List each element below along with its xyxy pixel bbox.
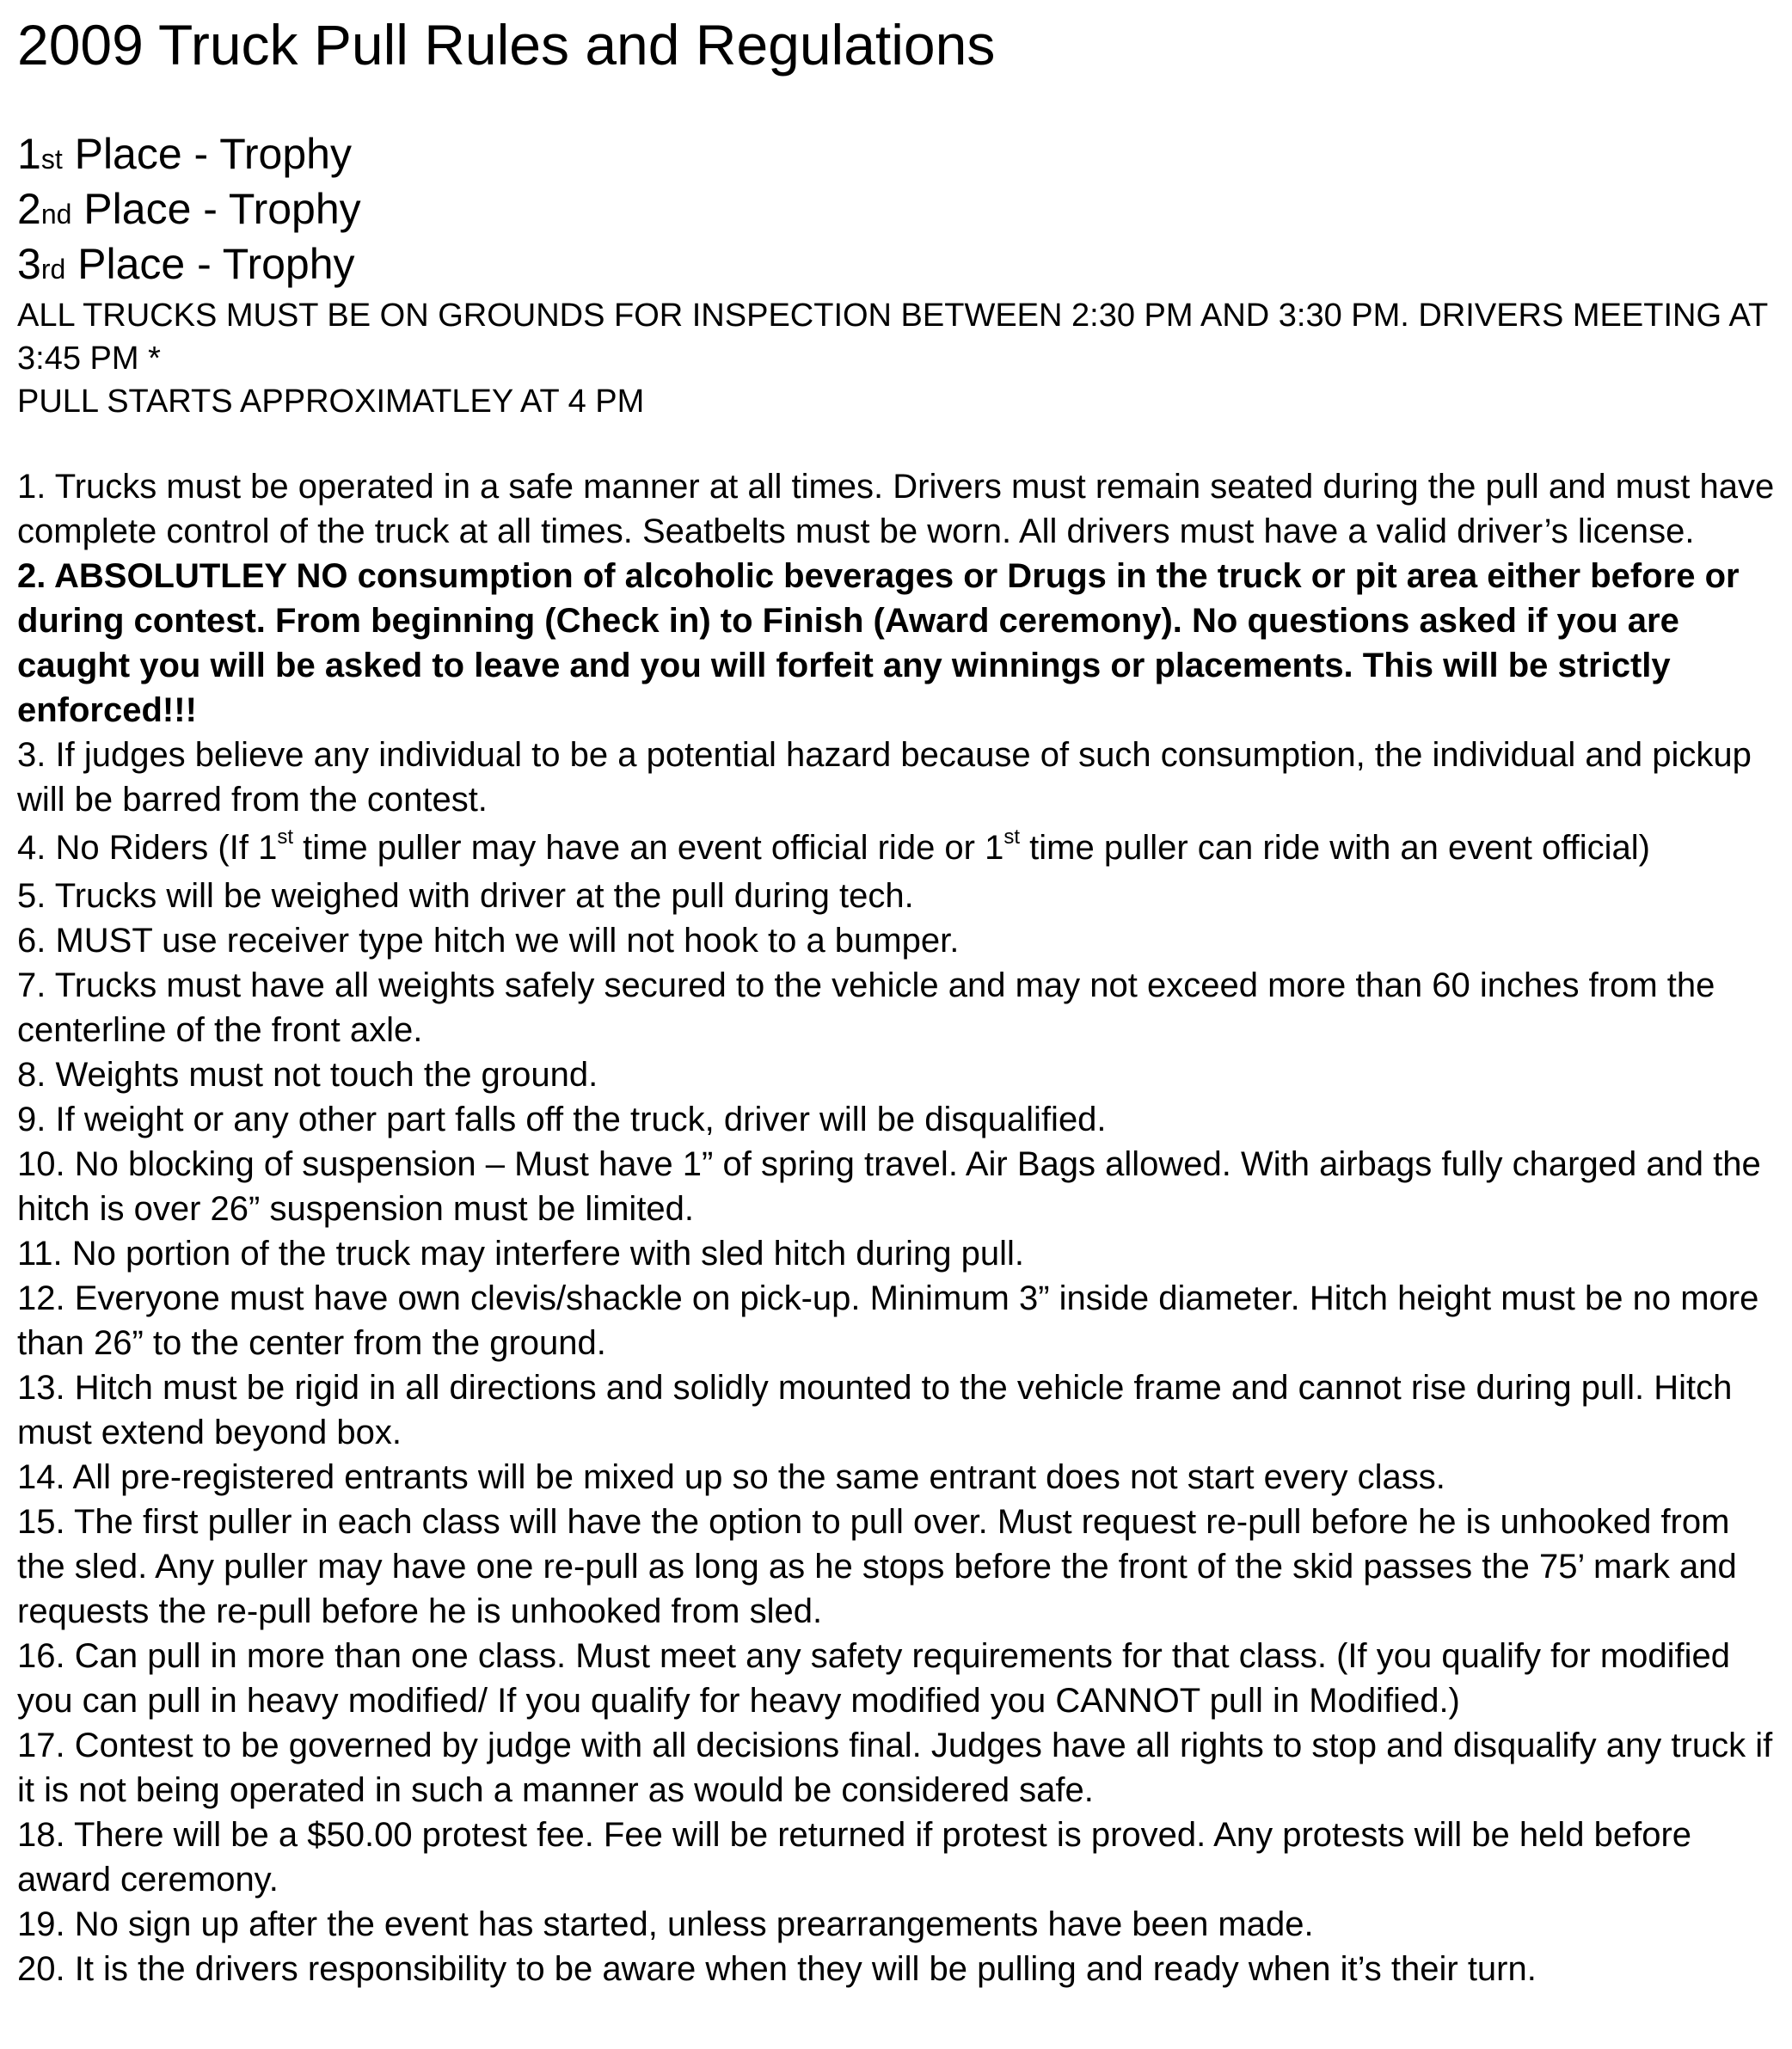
rule-3: 3. If judges believe any individual to be a potential hazard because of such consumption, the individual and pickup will be barred from the contest. [17,736,1752,819]
inspection-notice: ALL TRUCKS MUST BE ON GROUNDS FOR INSPECTION BETWEEN 2:30 PM AND 3:30 PM. DRIVERS MEETING AT 3:45 PM * [17,298,1768,377]
rule-11: 11. No portion of the truck may interfere with sled hitch during pull. [17,1235,1024,1273]
rule-4-text-b: time puller may have an event official ride or 1 [293,829,1004,867]
place-suffix: st [40,144,63,175]
rule-4-text-a: 4. No Riders (If 1 [17,829,278,867]
place-number: 1 [17,130,41,178]
rule-12: 12. Everyone must have own clevis/shackle on pick-up. Minimum 3” inside diameter. Hitch height must be no more than 26” to the center from the ground. [17,1279,1759,1362]
rule-1: 1. Trucks must be operated in a safe manner at all times. Drivers must remain seated during the pull and must have complete control of the truck at all times. Seatbelts must be worn. All drivers must have a valid driver’s license. [17,468,1775,550]
place-text: Place - Trophy [71,185,361,233]
rule-13: 13. Hitch must be rigid in all directions and solidly mounted to the vehicle frame and cannot rise during pull. Hitch must extend beyond box. [17,1369,1733,1451]
rule-9: 9. If weight or any other part falls off the truck, driver will be disqualified. [17,1101,1107,1138]
place-first [17,129,1780,184]
place-second [17,184,1780,239]
place-third [17,239,1780,294]
rule-19: 19. No sign up after the event has started, unless prearrangements have been made. [17,1905,1314,1943]
rule-16: 16. Can pull in more than one class. Must meet any safety requirements for that class. (If you qualify for modified you can pull in heavy modified/ If you qualify for heavy modified you CANNOT pull in Modified.) [17,1637,1731,1720]
places-list [17,129,1780,294]
place-number: 3 [17,240,41,288]
place-number: 2 [17,185,41,233]
rule-17: 17. Contest to be governed by judge with all decisions final. Judges have all rights to stop and disqualify any truck if it is not being operated in such a manner as would be considered safe. [17,1727,1773,1809]
rule-14: 14. All pre-registered entrants will be mixed up so the same entrant does not start every class. [17,1458,1445,1496]
rule-5: 5. Trucks will be weighed with driver at the pull during tech. [17,877,914,915]
rule-10: 10. No blocking of suspension – Must have 1” of spring travel. Air Bags allowed. With airbags fully charged and the hitch is over 26” suspension must be limited. [17,1145,1761,1228]
start-time-notice: PULL STARTS APPROXIMATLEY AT 4 PM [17,383,645,420]
rule-20: 20. It is the drivers responsibility to be aware when they will be pulling and ready when it’s their turn. [17,1950,1537,1988]
place-suffix: rd [40,254,66,285]
document-page [17,10,1780,1991]
place-suffix: nd [40,199,72,230]
rules-list [17,464,1780,1991]
rule-4-text-c: time puller can ride with an event official) [1020,829,1650,867]
rule-4 [17,822,1780,874]
rule-18: 18. There will be a $50.00 protest fee. Fee will be returned if protest is proved. Any protests will be held before award ceremony. [17,1816,1692,1899]
rule-7: 7. Trucks must have all weights safely secured to the vehicle and may not exceed more than 60 inches from the centerline of the front axle. [17,966,1715,1049]
rule-15: 15. The first puller in each class will have the option to pull over. Must request re-pull before he is unhooked from the sled. Any puller may have one re-pull as long as he stops before the front of the skid passes the 75’ mark and requests the re-pull before he is unhooked from sled. [17,1503,1737,1630]
place-text: Place - Trophy [65,240,355,288]
page-title: 2009 Truck Pull Rules and Regulations [17,13,996,77]
rule-4-superscript-a: st [277,825,293,849]
rule-4-superscript-b: st [1003,825,1021,849]
rule-2: 2. ABSOLUTLEY NO consumption of alcoholic beverages or Drugs in the truck or pit area either before or during contest. From beginning (Check in) to Finish (Award ceremony). No questions asked if you are caught you will be asked to leave and you will forfeit any winnings or placements. This will be strictly enforced!!! [17,557,1740,729]
place-text: Place - Trophy [62,130,352,178]
rule-6: 6. MUST use receiver type hitch we will not hook to a bumper. [17,922,960,960]
rule-8: 8. Weights must not touch the ground. [17,1056,598,1094]
